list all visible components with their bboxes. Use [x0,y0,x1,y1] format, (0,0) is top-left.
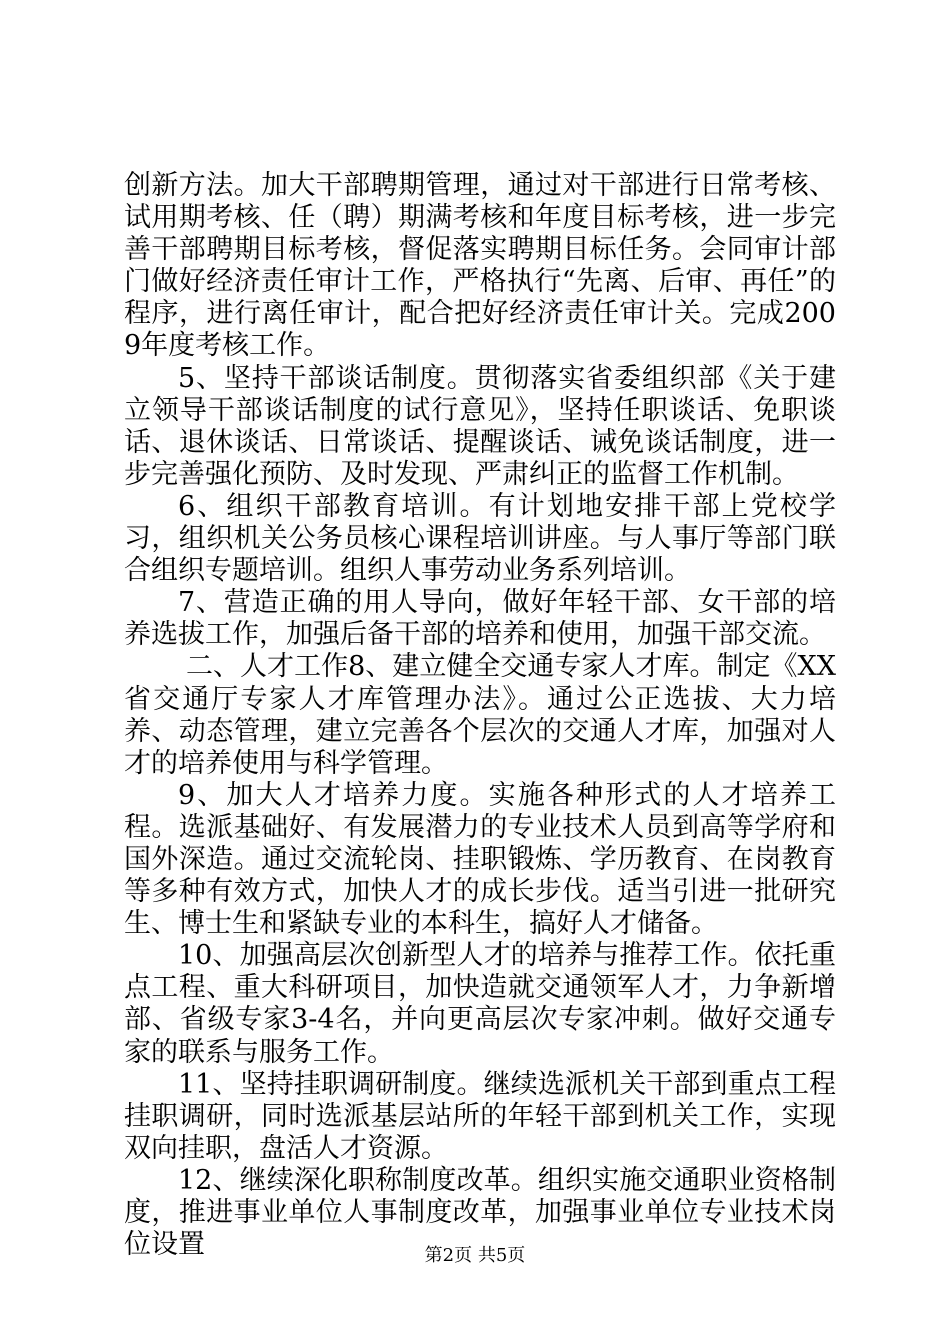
paragraph-item-7: 7、营造正确的用人导向，做好年轻干部、女干部的培养选拔工作，加强后备干部的培养和使用，加强干部交流。 [124,587,836,651]
paragraph-section-talent-item-8: 二、人才工作8、建立健全交通专家人才库。制定《XX省交通厅专家人才库管理办法》。通过公正选拔、大力培养、动态管理，建立完善各个层次的交通人才库，加强对人才的培养使用与科学管理。 [124,651,836,779]
paragraph-item-10: 10、加强高层次创新型人才的培养与推荐工作。依托重点工程、重大科研项目，加快造就交通领军人才，力争新增部、省级专家3-4名，并向更高层次专家冲刺。做好交通专家的联系与服务工作。 [124,940,836,1068]
paragraph-continuation: 创新方法。加大干部聘期管理，通过对干部进行日常考核、试用期考核、任（聘）期满考核和年度目标考核，进一步完善干部聘期目标考核，督促落实聘期目标任务。会同审计部门做好经济责任审计工作，严格执行“先离、后审、再任”的程序，进行离任审计，配合把好经济责任审计关。完成2009年度考核工作。 [124,170,836,362]
paragraph-item-5: 5、坚持干部谈话制度。贯彻落实省委组织部《关于建立领导干部谈话制度的试行意见》，坚持任职谈话、免职谈话、退休谈话、日常谈话、提醒谈话、诫免谈话制度，进一步完善强化预防、及时发现、严肃纠正的监督工作机制。 [124,362,836,490]
paragraph-item-11: 11、坚持挂职调研制度。继续选派机关干部到重点工程挂职调研，同时选派基层站所的年轻干部到机关工作，实现双向挂职，盘活人才资源。 [124,1068,836,1164]
paragraph-item-9: 9、加大人才培养力度。实施各种形式的人才培养工程。选派基础好、有发展潜力的专业技术人员到高等学府和国外深造。通过交流轮岗、挂职锻炼、学历教育、在岗教育等多种有效方式，加快人才的成长步伐。适当引进一批研究生、博士生和紧缺专业的本科生，搞好人才储备。 [124,779,836,940]
page-footer: 第2页 共5页 [424,1245,526,1266]
paragraph-item-6: 6、组织干部教育培训。有计划地安排干部上党校学习，组织机关公务员核心课程培训讲座。与人事厅等部门联合组织专题培训。组织人事劳动业务系列培训。 [124,490,836,587]
paragraph-item-12: 12、继续深化职称制度改革。组织实施交通职业资格制度，推进事业单位人事制度改革，加强事业单位专业技术岗位设置 [124,1164,836,1261]
document-body [124,170,836,1261]
